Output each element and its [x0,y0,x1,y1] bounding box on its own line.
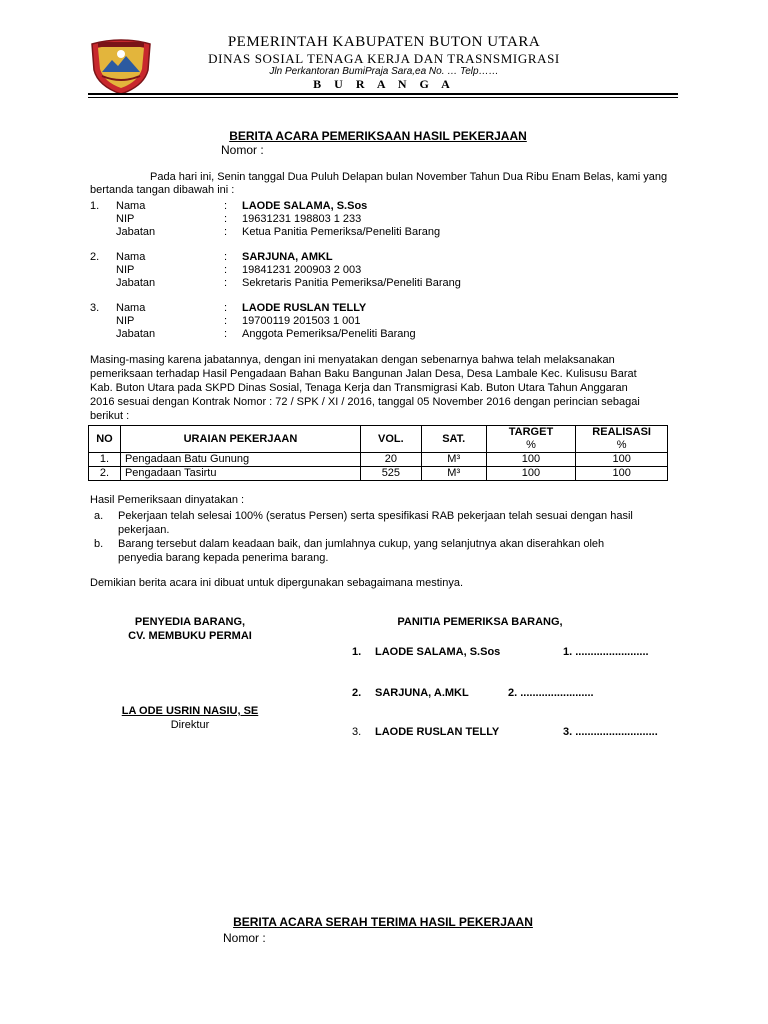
paragraph-line: Kab. Buton Utara pada SKPD Dinas Sosial, Tenaga Kerja dan Transmigrasi Kab. Buton Utara Tahun Anggaran [90,382,628,394]
hasil-item [90,537,680,565]
header-city: B U R A N G A [313,77,455,91]
colon: : [224,302,228,314]
cell-vol: 20 [360,453,421,467]
member-signature-line: 2. ........................ [508,687,594,699]
header-rule-thick [88,93,678,95]
doc2-title: BERITA ACARA SERAH TERIMA HASIL PEKERJAAN [233,915,533,929]
table-row [89,467,668,481]
table-header-row [89,426,668,440]
col-no-header: NO [89,426,121,453]
paragraph-line: pemeriksaan terhadap Hasil Pengadaan Bahan Baku Bangunan Jalan Desa, Desa Lambale Kec. Kulisusu Barat [90,368,637,380]
member-number: 2. [352,687,362,699]
person-jabatan-label: Jabatan [116,226,156,238]
cell-sat: M³ [421,467,486,481]
col-sat-header: SAT. [421,426,486,453]
colon: : [224,315,228,327]
hasil-line: pekerjaan. [118,524,170,536]
cell-realisasi: 100 [576,453,668,467]
col-realisasi-header: REALISASI [576,426,668,440]
colon: : [224,226,228,238]
hasil-line: penyedia barang kepada penerima barang. [118,552,329,564]
member-name: LAODE RUSLAN TELLY [375,726,500,738]
hasil-line: Barang tersebut dalam keadaan baik, dan jumlahnya cukup, yang selanjutnya akan diserahkan oleh [118,538,605,550]
person-nama-value: LAODE RUSLAN TELLY [242,302,367,314]
person-nama-label: Nama [116,251,146,263]
cell-vol: 525 [360,467,421,481]
person-number: 2. [90,251,100,263]
colon: : [224,251,228,263]
cell-uraian: Pengadaan Tasirtu [120,467,360,481]
person-nama-value: LAODE SALAMA, S.Sos [242,200,368,212]
cell-no: 2. [89,467,121,481]
colon: : [224,328,228,340]
person-nip-label: NIP [116,213,135,225]
doc2-number: Nomor : [223,931,266,945]
member-signature-line: 3. ........................... [563,726,658,738]
left-signer-role: Direktur [170,719,210,731]
header-address: Jln Perkantoran BumiPraja Sara,ea No. … Telp…… [269,66,499,77]
member-name: LAODE SALAMA, S.Sos [375,646,501,658]
table-row [89,453,668,467]
hasil-item [90,509,680,537]
right-signer-title: PANITIA PEMERIKSA BARANG, [397,616,563,628]
hasil-line: Pekerjaan telah selesai 100% (seratus Persen) serta spesifikasi RAB pekerjaan telah sesuai dengan hasil [118,510,633,522]
person-nama-label: Nama [116,302,146,314]
person-number: 3. [90,302,100,314]
member-name: SARJUNA, A.MKL [375,687,469,699]
cell-target: 100 [486,453,576,467]
person-jabatan-label: Jabatan [116,277,156,289]
colon: : [224,264,228,276]
left-signer-company: CV. MEMBUKU PERMAI [128,630,252,642]
doc-number: Nomor : [221,143,264,157]
person-jabatan-value: Ketua Panitia Pemeriksa/Peneliti Barang [242,226,441,238]
paragraph-line: Masing-masing karena jabatannya, dengan ini menyatakan dengan sebenarnya bahwa telah melaksanakan [90,354,615,366]
colon: : [224,200,228,212]
person-nip-value: 19631231 198803 1 233 [242,213,362,225]
hasil-letter: b. [94,538,104,550]
cell-realisasi: 100 [576,467,668,481]
hasil-list [90,509,680,565]
person-entry [90,200,590,239]
intro-line-2: bertanda tangan dibawah ini : [90,184,235,196]
intro-line-1: Pada hari ini, Senin tanggal Dua Puluh Delapan bulan November Tahun Dua Ribu Enam Belas, kami yang [150,171,668,183]
header-office-name: DINAS SOSIAL TENAGA KERJA DAN TRASNSMIGRASI [208,51,560,66]
person-nip-label: NIP [116,264,135,276]
left-signer-name: LA ODE USRIN NASIU, SE [121,705,259,717]
closing-statement: Demikian berita acara ini dibuat untuk dipergunakan sebagaimana mestinya. [90,577,464,589]
person-list [90,200,590,239]
person-entry [90,251,590,290]
paragraph-line: 2016 sesuai dengan Kontrak Nomor : 72 / SPK / XI / 2016, tanggal 05 November 2016 dengan perincian sebagai [90,396,640,408]
cell-target: 100 [486,467,576,481]
header-rule-thin [88,97,678,98]
col-target-header: TARGET [486,426,576,440]
hasil-title: Hasil Pemeriksaan dinyatakan : [90,494,245,506]
col-realisasi-unit: % [576,439,668,453]
person-nama-value: SARJUNA, AMKL [242,251,333,263]
colon: : [224,213,228,225]
col-uraian-header: URAIAN PEKERJAAN [120,426,360,453]
person-jabatan-label: Jabatan [116,328,156,340]
cell-uraian: Pengadaan Batu Gunung [120,453,360,467]
cell-sat: M³ [421,453,486,467]
doc-title: BERITA ACARA PEMERIKSAAN HASIL PEKERJAAN [229,129,527,143]
work-items-table [88,425,668,481]
hasil-letter: a. [94,510,104,522]
person-nip-label: NIP [116,315,135,327]
left-signer-title: PENYEDIA BARANG, [134,616,246,628]
person-nama-label: Nama [116,200,146,212]
person-jabatan-value: Sekretaris Panitia Pemeriksa/Peneliti Barang [242,277,461,289]
colon: : [224,277,228,289]
body-paragraph [90,353,678,423]
regency-crest-icon [88,36,154,96]
cell-no: 1. [89,453,121,467]
member-number: 3. [352,726,362,738]
header-government-name: PEMERINTAH KABUPATEN BUTON UTARA [227,34,541,50]
person-entry [90,302,590,341]
paragraph-line: berikut : [90,410,130,422]
col-vol-header: VOL. [360,426,421,453]
person-number: 1. [90,200,100,212]
member-signature-line: 1. ........................ [563,646,649,658]
person-nip-value: 19841231 200903 2 003 [242,264,362,276]
col-target-unit: % [486,439,576,453]
person-jabatan-value: Anggota Pemeriksa/Peneliti Barang [242,328,416,340]
person-nip-value: 19700119 201503 1 001 [242,315,361,327]
member-number: 1. [352,646,362,658]
